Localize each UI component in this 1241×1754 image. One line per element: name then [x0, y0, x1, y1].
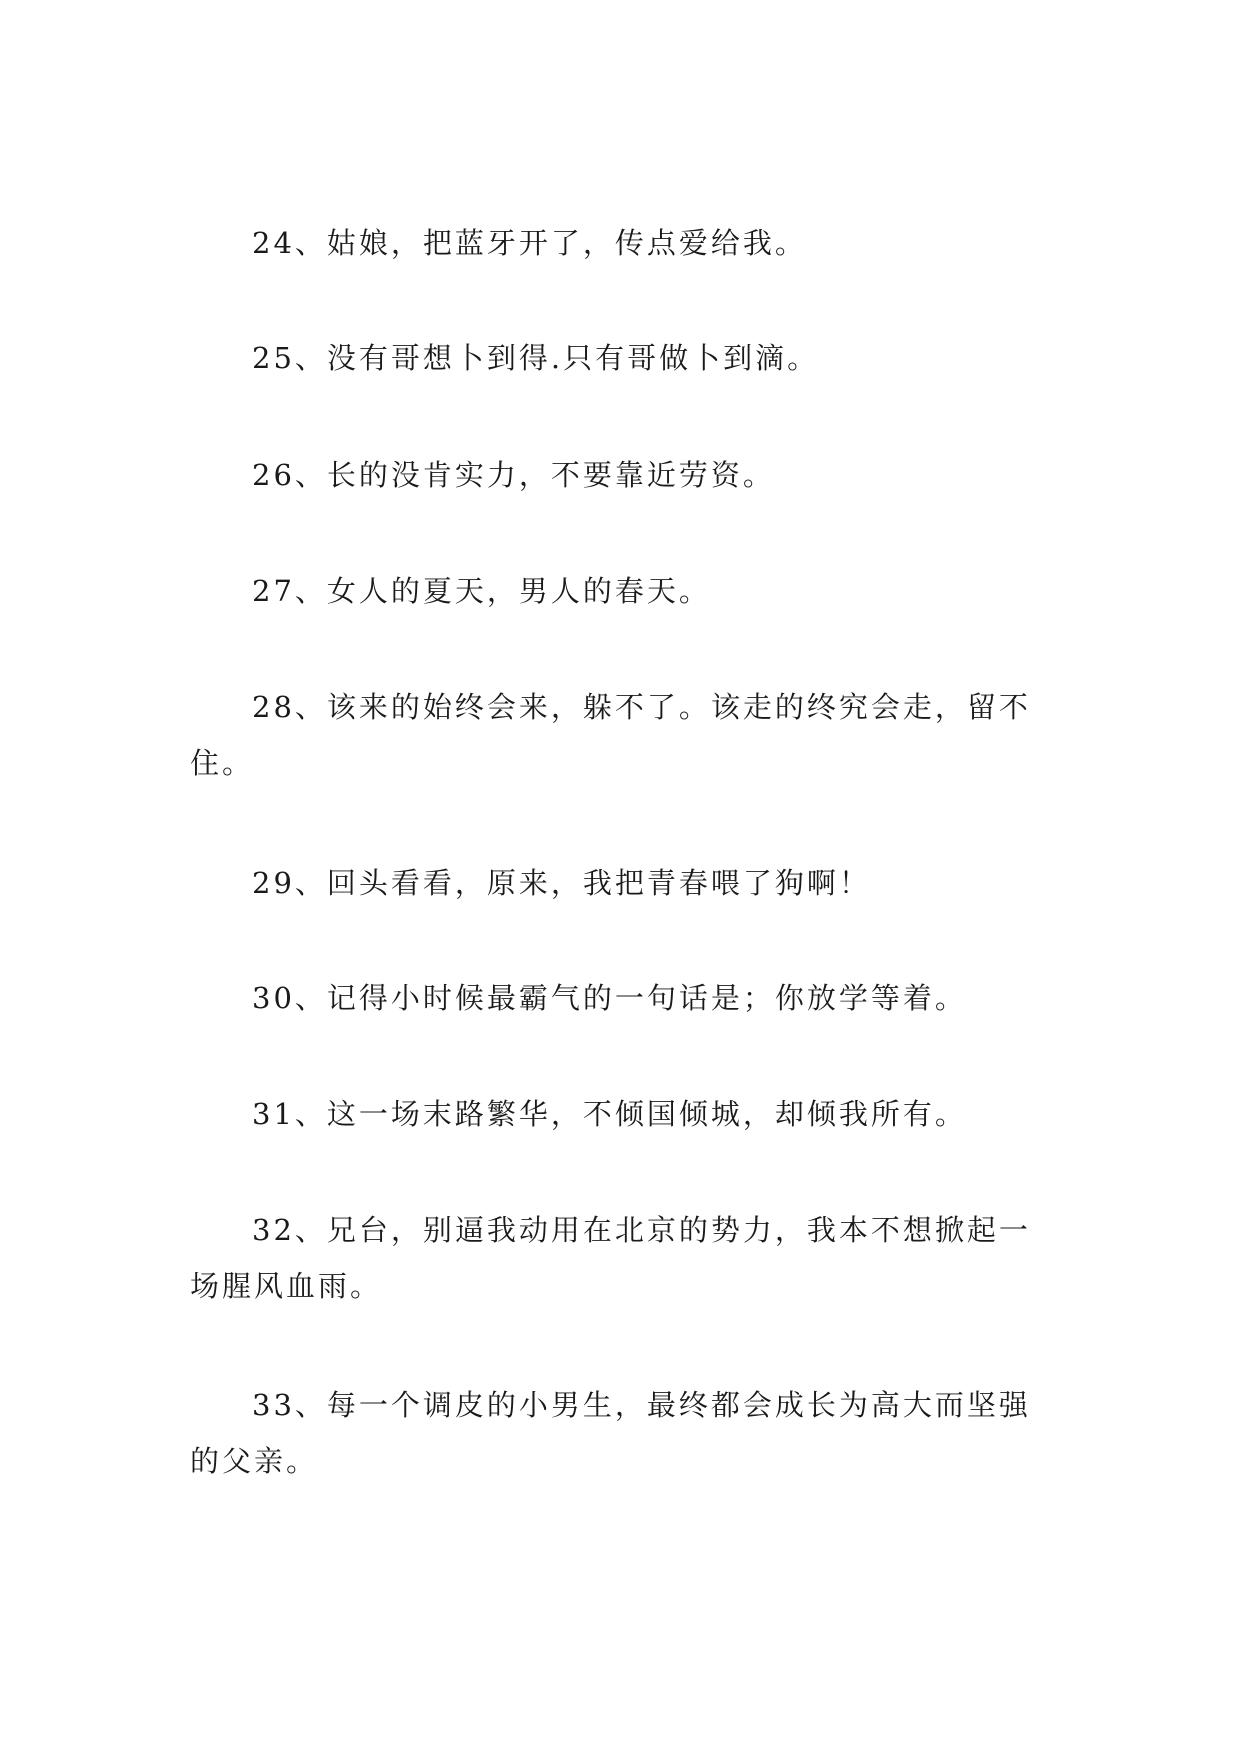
list-item: 30、记得小时候最霸气的一句话是；你放学等着。: [252, 981, 967, 1015]
list-item: 27、女人的夏天，男人的春天。: [252, 574, 711, 608]
list-item: 24、姑娘，把蓝牙开了，传点爱给我。: [252, 226, 807, 260]
list-item: 33、每一个调皮的小男生，最终都会成长为高大而坚强的父亲。: [190, 1388, 1031, 1478]
list-item: 31、这一场末路繁华，不倾国倾城，却倾我所有。: [252, 1097, 967, 1131]
list-item: 29、回头看看，原来，我把青春喂了狗啊！: [252, 866, 871, 900]
list-item: 28、该来的始终会来，躲不了。该走的终究会走，留不住。: [190, 690, 1031, 780]
list-item: 32、兄台，别逼我动用在北京的势力，我本不想掀起一场腥风血雨。: [190, 1213, 1031, 1303]
list-item: 25、没有哥想卜到得.只有哥做卜到滴。: [252, 341, 820, 375]
list-item: 26、长的没肯实力，不要靠近劳资。: [252, 458, 775, 492]
